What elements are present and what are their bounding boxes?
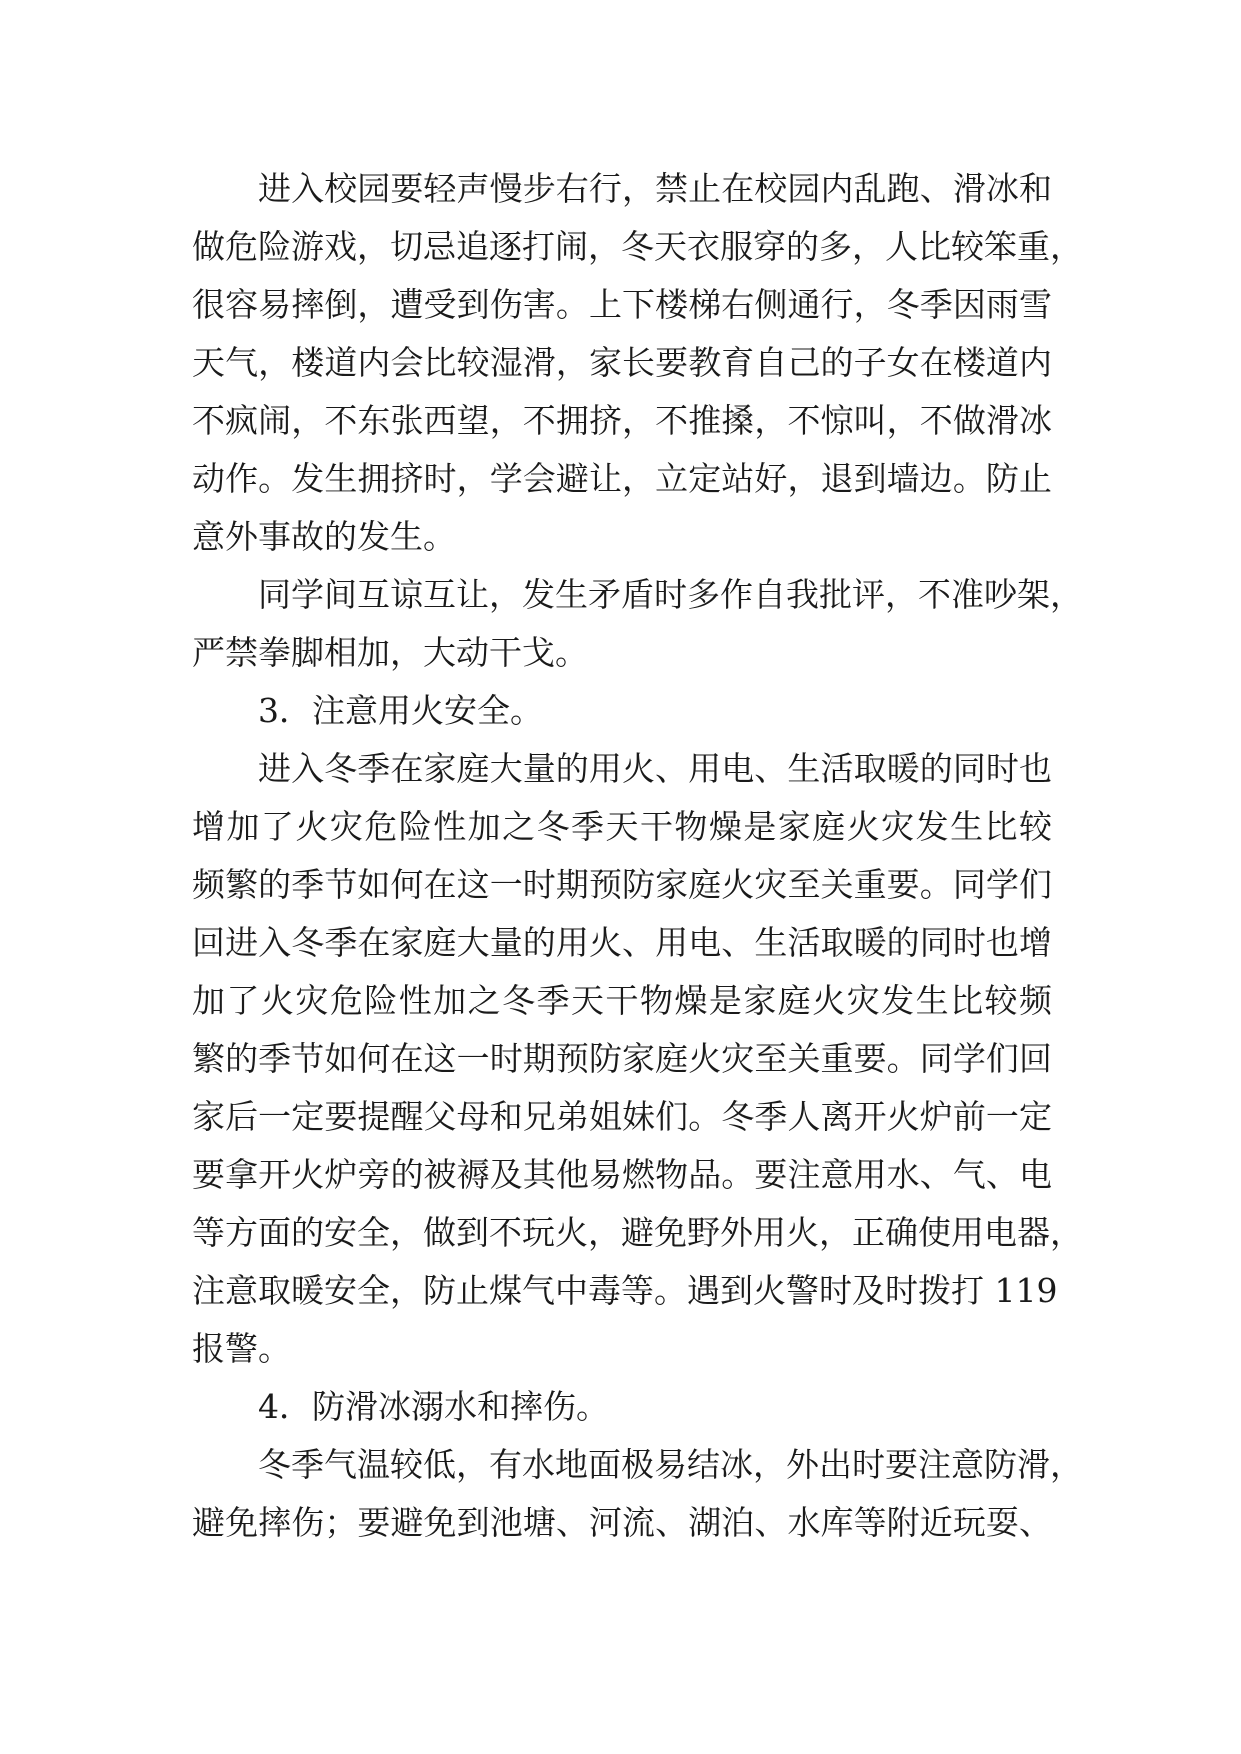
paragraph-line: 动作。发生拥挤时，学会避让，立定站好，退到墙边。防止 [192,459,1052,498]
paragraph-line: 做危险游戏，切忌追逐打闹，冬天衣服穿的多，人比较笨重， [192,227,1083,266]
paragraph-line: 增加了火灾危险性加之冬季天干物燥是家庭火灾发生比较 [192,807,1052,846]
section-heading: 4．防滑冰溺水和摔伤。 [258,1387,609,1426]
paragraph-line: 不疯闹，不东张西望，不拥挤，不推搡，不惊叫，不做滑冰 [192,401,1052,440]
paragraph-line: 报警。 [192,1329,291,1368]
paragraph-line: 加了火灾危险性加之冬季天干物燥是家庭火灾发生比较频 [192,981,1052,1020]
paragraph-line: 进入校园要轻声慢步右行，禁止在校园内乱跑、滑冰和 [258,169,1052,208]
paragraph-line: 要拿开火炉旁的被褥及其他易燃物品。要注意用水、气、电 [192,1155,1052,1194]
paragraph-line: 天气，楼道内会比较湿滑，家长要教育自己的子女在楼道内 [192,343,1052,382]
document-body [192,160,1083,1552]
paragraph-line: 意外事故的发生。 [192,517,456,556]
paragraph-line: 进入冬季在家庭大量的用火、用电、生活取暖的同时也 [258,749,1052,788]
paragraph-line: 同学间互谅互让，发生矛盾时多作自我批评，不准吵架， [258,575,1083,614]
paragraph-line: 回进入冬季在家庭大量的用火、用电、生活取暖的同时也增 [192,923,1052,962]
paragraph-line: 避免摔伤；要避免到池塘、河流、湖泊、水库等附近玩耍、 [192,1503,1052,1542]
paragraph-line: 冬季气温较低，有水地面极易结冰，外出时要注意防滑， [258,1445,1083,1484]
paragraph-line: 严禁拳脚相加，大动干戈。 [192,633,588,672]
paragraph-line: 频繁的季节如何在这一时期预防家庭火灾至关重要。同学们 [192,865,1052,904]
paragraph-line: 繁的季节如何在这一时期预防家庭火灾至关重要。同学们回 [192,1039,1052,1078]
paragraph-line: 等方面的安全，做到不玩火，避免野外用火，正确使用电器， [192,1213,1083,1252]
paragraph-line: 很容易摔倒，遭受到伤害。上下楼梯右侧通行，冬季因雨雪 [192,285,1052,324]
paragraph-line: 注意取暖安全，防止煤气中毒等。遇到火警时及时拨打 119 [192,1271,1058,1310]
paragraph-line: 家后一定要提醒父母和兄弟姐妹们。冬季人离开火炉前一定 [192,1097,1052,1136]
section-heading: 3．注意用火安全。 [258,691,543,730]
